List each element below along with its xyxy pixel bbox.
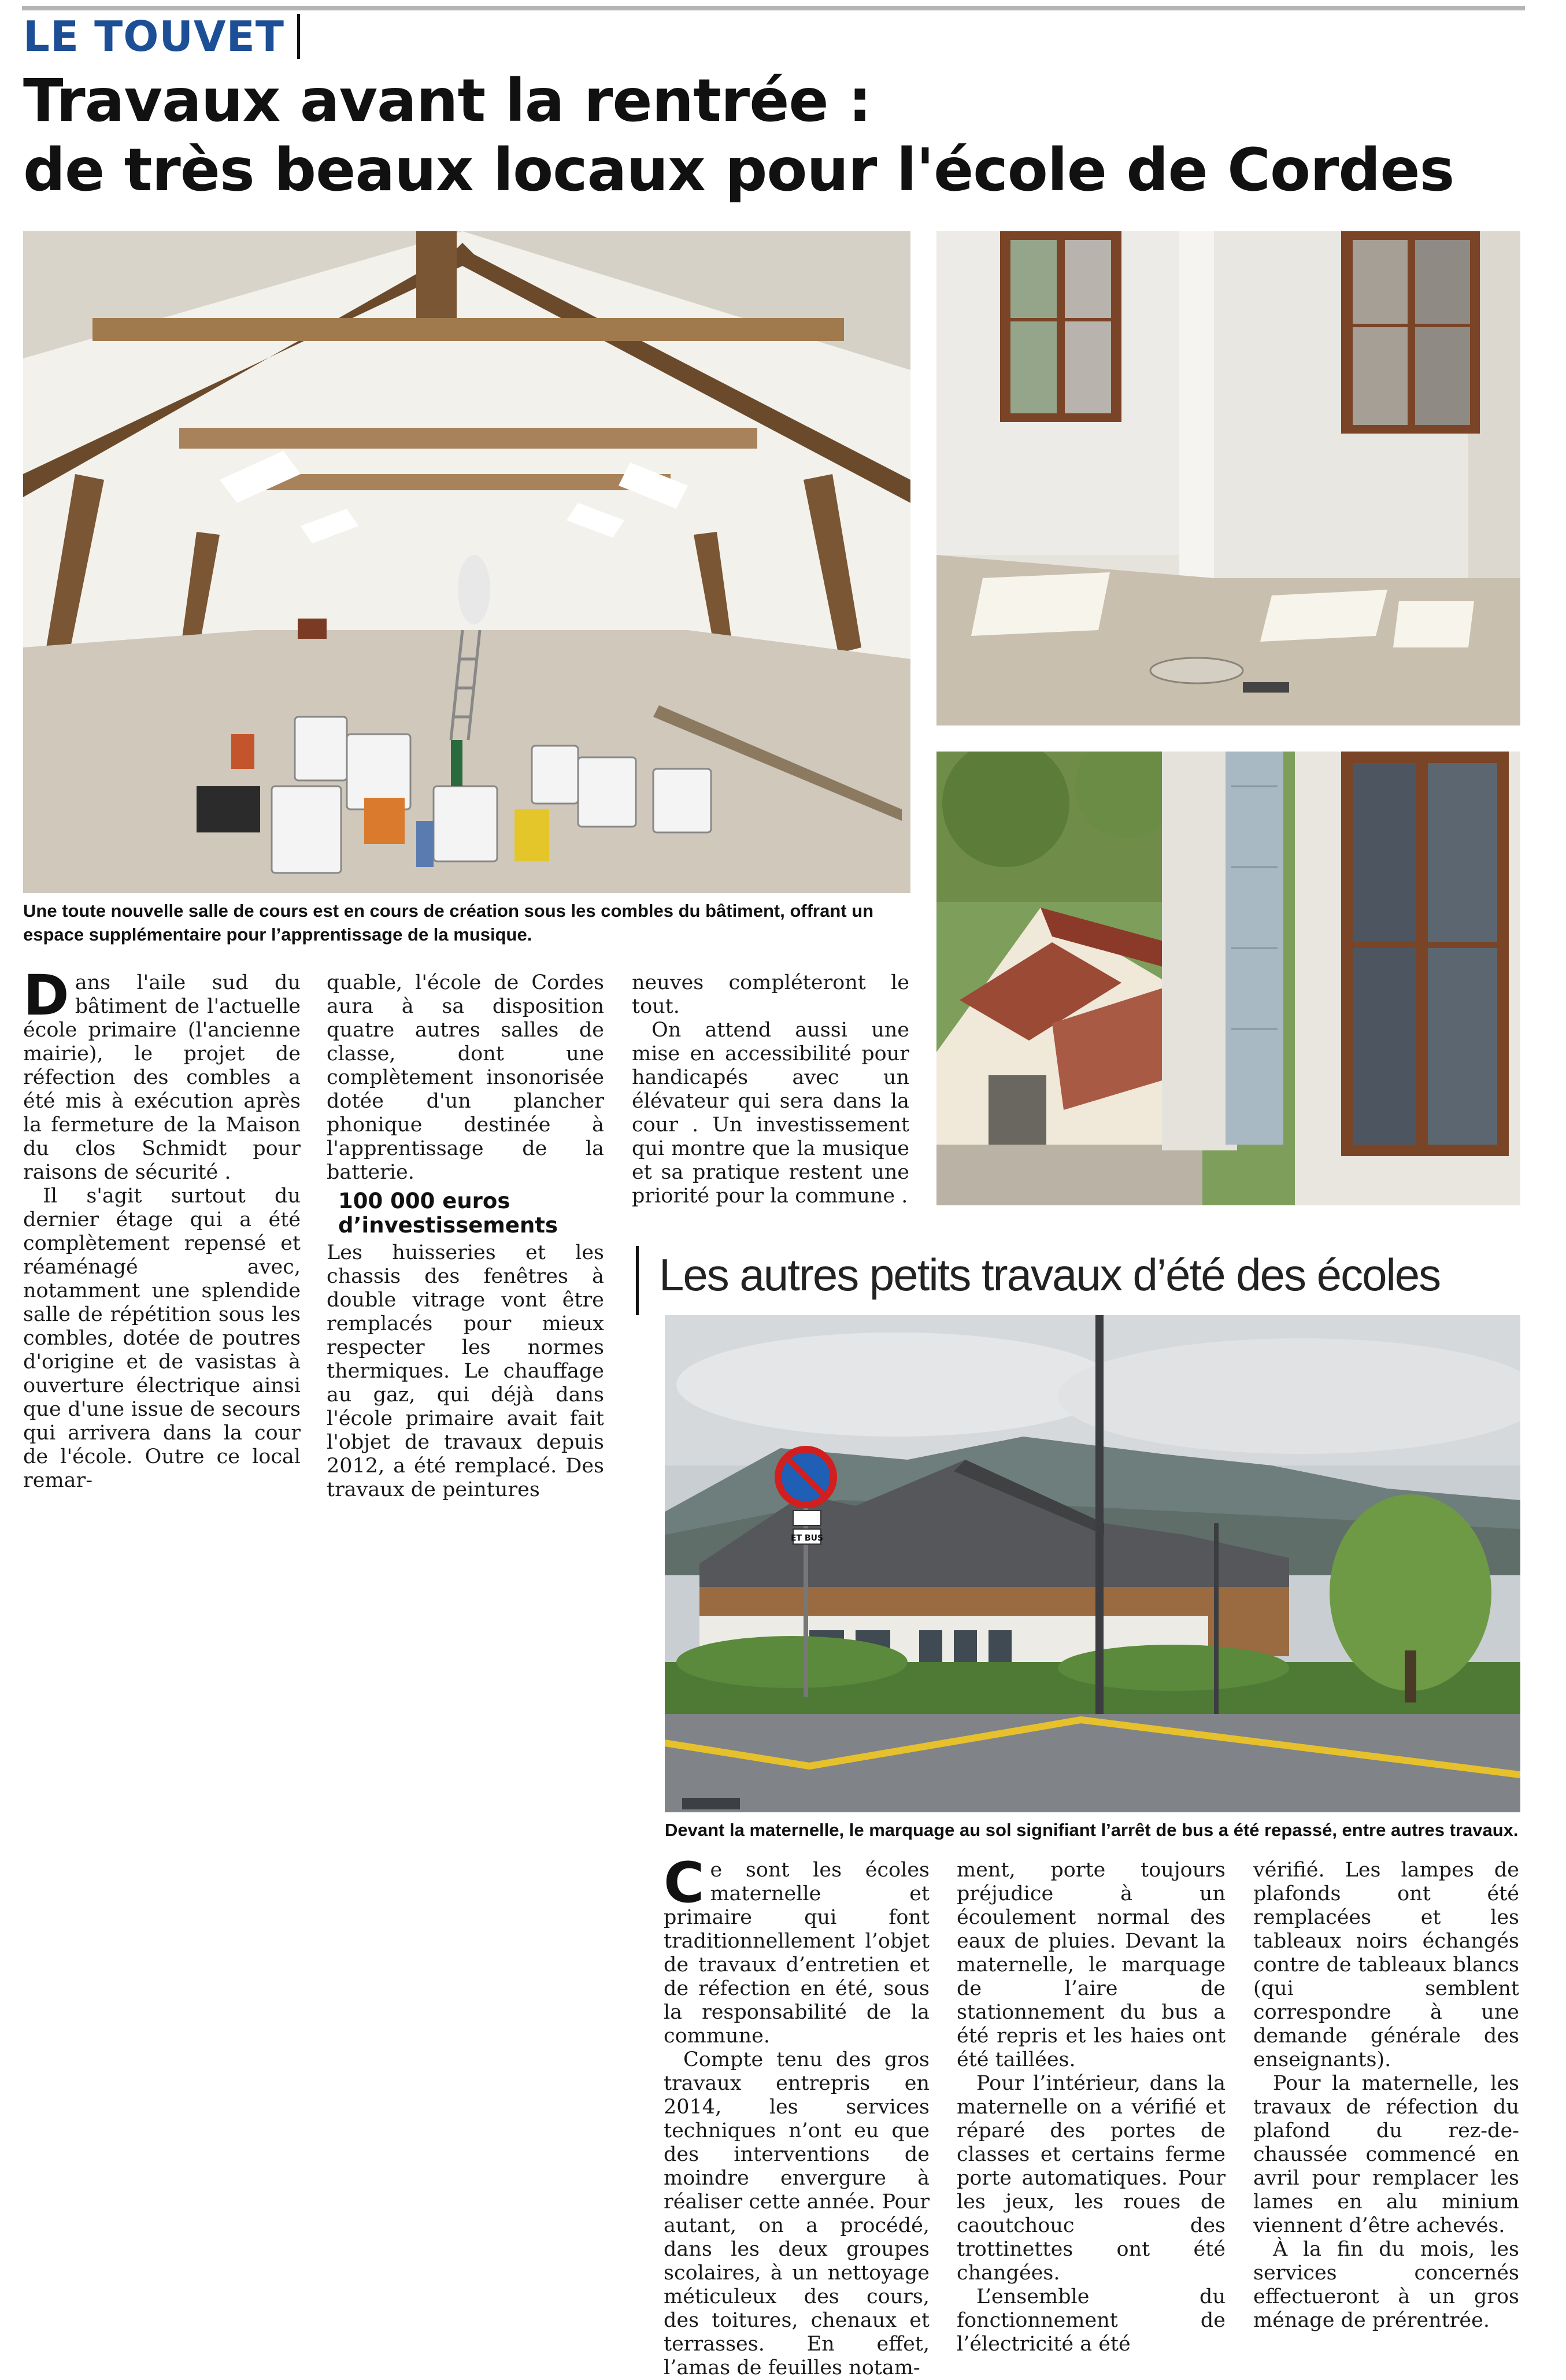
article1-paragraph-3: quable, l'école de Cordes aura à sa disposition quatre autres salles de classe, dont une complètement insonorisée dotée d'un plancher phonique destinée à l'apprentissage de la batterie. — [327, 971, 604, 1184]
article2-paragraph-5: L’ensemble du fonctionnement de l’électricité a été — [957, 2285, 1226, 2356]
kindergarten-photo — [665, 1315, 1520, 1812]
article2-column-2 — [957, 1859, 1226, 2356]
section-divider — [636, 1246, 639, 1315]
article1-paragraph-4: Les huisseries et les chassis des fenêtres à double vitrage vont être remplacés pour mieux respecter les normes thermiques. Le chauffage au gaz, qui déjà dans l'école primaire avait fait l'objet de travaux depuis 2012, a été remplacé. Des travaux de peintures — [327, 1241, 604, 1501]
article2-paragraph-3: ment, porte toujours préjudice à un écoulement normal des eaux de pluies. Devant la maternelle, le marquage de l’aire de stationnement du bus a été repris et les haies ont été taillées. — [957, 1859, 1226, 2071]
article2-paragraph-4: Pour l’intérieur, dans la maternelle on a vérifié et réparé des portes de classes et certains ferme porte automatiques. Pour les jeux, les roues de caoutchouc des trottinettes ont été changées. — [957, 2072, 1226, 2285]
article2-paragraph-6: vérifié. Les lampes de plafonds ont été remplacées et les tableaux noirs échangés contre de tableaux blancs (qui semblent correspondre à une demande générale des enseignants). — [1253, 1859, 1519, 2071]
article2-paragraph-1 — [664, 1850, 930, 2048]
kindergarten-photo-caption: Devant la maternelle, le marquage au sol signifiant l’arrêt de bus a été repassé, entre autres travaux. — [665, 1820, 1519, 1840]
article2-p1-text: e sont les écoles maternelle et primaire qui font traditionnellement l’objet de travaux d’entretien et de réfection en été, sous la responsabilité de la commune. — [664, 1859, 930, 2048]
article1-paragraph-1 — [23, 963, 301, 1185]
attic-photo — [23, 231, 910, 893]
headline-line-2: de très beaux locaux pour l'école de Cordes — [23, 136, 1454, 205]
article1-column-3 — [632, 971, 909, 1208]
classroom-photo — [936, 231, 1520, 726]
article2-paragraph-2: Compte tenu des gros travaux entrepris en 2014, les services techniques n’ont eu que des interventions de moindre envergure à réaliser cette année. Pour autant, on a procédé, dans les deux groupes scolaires, à un nettoyage méticuleux des cours, des toitures, chenaux et terrasses. En effet, l’amas de feuilles notam- — [664, 2048, 930, 2379]
article1-column-2 — [327, 971, 604, 1502]
article1-paragraph-2: Il s'agit surtout du dernier étage qui a été complètement repensé et réaménagé avec, notamment une splendide salle de répétition sous les combles, dotée de poutres d'origine et de vasistas à ouverture électrique ainsi que d'une issue de secours qui arrivera dans la cour de l'école. Outre ce local remar- — [23, 1185, 301, 1492]
article1-paragraph-6: On attend aussi une mise en accessibilité pour handicapés avec un élévateur qui sera dans la cour . Un investissement qui montre que la musique et sa pratique restent une priorité pour la commune . — [632, 1019, 909, 1208]
article2-column-1 — [664, 1850, 930, 2380]
headline-line-1: Travaux avant la rentrée : — [23, 66, 871, 135]
article2-paragraph-8: À la fin du mois, les services concernés effectueront à un gros ménage de prérentrée. — [1253, 2238, 1519, 2332]
article1-column-1 — [23, 963, 301, 1493]
article2-column-3 — [1253, 1859, 1519, 2333]
subhead-line-2: d’investissements — [338, 1213, 558, 1238]
article1-subhead — [338, 1189, 604, 1238]
article2-paragraph-7: Pour la maternelle, les travaux de réfection du plafond du rez-de-chaussée commencé en avril pour remplacer les lames en alu minium viennent d’être achevés. — [1253, 2072, 1519, 2237]
article1-dropcap: D — [23, 963, 69, 1028]
attic-photo-caption: Une toute nouvelle salle de cours est en cours de création sous les combles du bâtiment, offrant un espace supplémentaire pour l’apprentissage de la musique. — [23, 901, 874, 945]
article1-paragraph-5: neuves compléteront le tout. — [632, 971, 909, 1018]
section-tag: LE TOUVET — [23, 14, 300, 59]
article2-dropcap: C — [664, 1850, 705, 1915]
top-rule — [22, 6, 1525, 10]
exterior-window-photo — [936, 752, 1520, 1205]
article1-p1-text: ans l'aile sud du bâtiment de l'actuelle école primaire (l'ancienne mairie), le projet de réfection des combles a été mis à exécution après la fermeture de la Maison du clos Schmidt pour raisons de sécurité . — [23, 971, 301, 1184]
headline — [23, 66, 1468, 205]
article2-title: Les autres petits travaux d’été des écoles — [659, 1249, 1441, 1300]
subhead-line-1: 100 000 euros — [338, 1189, 510, 1213]
bus-stop-sign-label: ET BUS — [790, 1534, 824, 1543]
